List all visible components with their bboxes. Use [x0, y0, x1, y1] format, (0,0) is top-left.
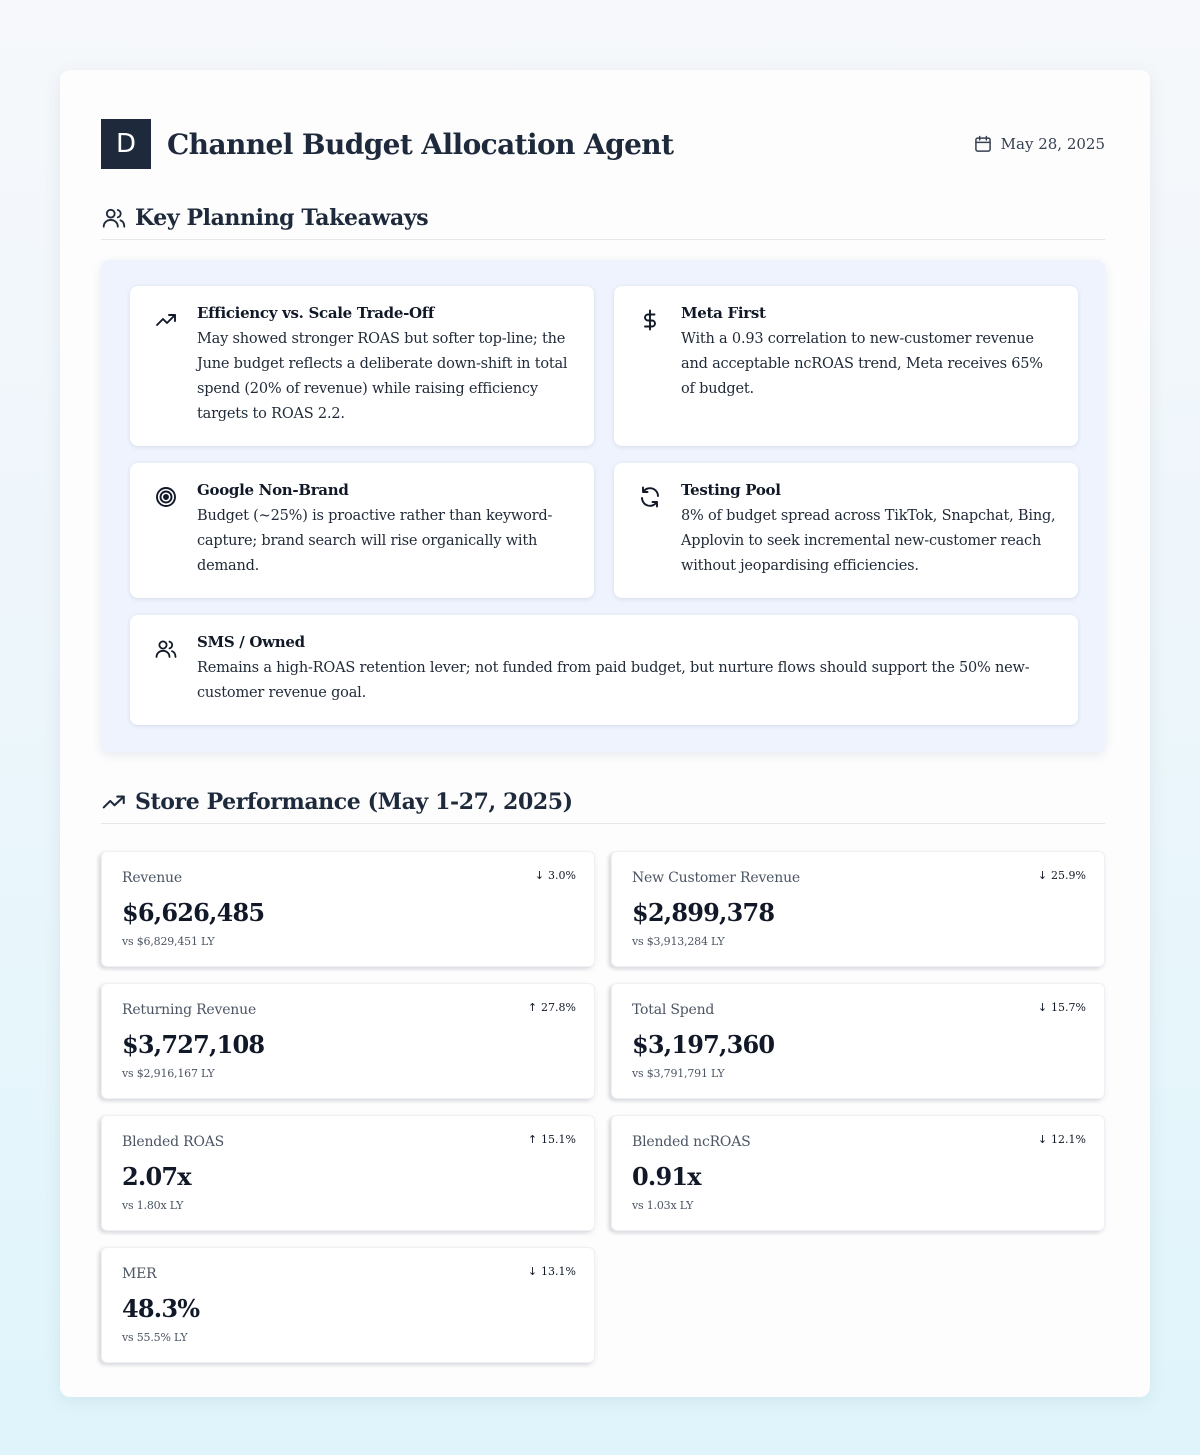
- page-title: Channel Budget Allocation Agent: [167, 127, 674, 161]
- report-card: [60, 70, 1150, 1397]
- metric-label: New Customer Revenue: [632, 870, 800, 886]
- arrow-up-icon: ↑: [527, 1133, 538, 1146]
- arrow-down-icon: ↓: [527, 1265, 538, 1278]
- metric-label: Revenue: [122, 870, 182, 886]
- takeaway-title: SMS / Owned: [197, 633, 305, 651]
- metric-change-value: 15.1%: [541, 1133, 576, 1146]
- takeaway-body: May showed stronger ROAS but softer top-line; the June budget reflects a deliberate down-shift in total spend (20% of revenue) while raising efficiency targets to ROAS 2.2.: [197, 331, 568, 422]
- metric-compare: vs 1.80x LY: [122, 1199, 184, 1212]
- metric-change-value: 13.1%: [541, 1265, 576, 1278]
- arrow-down-icon: ↓: [1037, 869, 1048, 882]
- metric-label: MER: [122, 1266, 157, 1282]
- metric-value: 2.07x: [122, 1162, 191, 1191]
- arrow-down-icon: ↓: [1037, 1001, 1048, 1014]
- metric-card: [101, 851, 595, 967]
- report-date-text: May 28, 2025: [1000, 135, 1105, 153]
- users-icon: [101, 205, 127, 231]
- dollar-icon: [638, 308, 662, 332]
- metric-change: [1038, 869, 1086, 882]
- metric-label: Returning Revenue: [122, 1002, 257, 1018]
- metric-compare: vs $3,913,284 LY: [632, 935, 725, 948]
- metric-value: $6,626,485: [122, 898, 265, 927]
- takeaway-card: [614, 286, 1078, 446]
- takeaway-title: Testing Pool: [681, 481, 781, 499]
- page-header: [101, 119, 1105, 169]
- takeaway-title: Meta First: [681, 304, 766, 322]
- calendar-icon: [973, 134, 993, 154]
- trending-up-icon: [154, 308, 178, 332]
- takeaway-card: [130, 615, 1078, 725]
- arrow-down-icon: ↓: [1037, 1133, 1048, 1146]
- metric-compare: vs 1.03x LY: [632, 1199, 694, 1212]
- metric-value: $2,899,378: [632, 898, 775, 927]
- target-icon: [154, 485, 178, 509]
- metric-compare: vs $2,916,167 LY: [122, 1067, 215, 1080]
- metric-card: [611, 1115, 1105, 1231]
- takeaway-card: [614, 463, 1078, 598]
- performance-title: Store Performance (May 1-27, 2025): [135, 788, 573, 815]
- metric-card: [611, 983, 1105, 1099]
- metric-compare: vs $6,829,451 LY: [122, 935, 215, 948]
- takeaway-body: 8% of budget spread across TikTok, Snapchat, Bing, Applovin to seek incremental new-customer reach without jeopardising efficiencies.: [681, 508, 1056, 574]
- metric-change-value: 15.7%: [1051, 1001, 1086, 1014]
- metric-change: [1038, 1133, 1086, 1146]
- metric-compare: vs $3,791,791 LY: [632, 1067, 725, 1080]
- metric-change: [535, 869, 576, 882]
- arrow-down-icon: ↓: [534, 869, 545, 882]
- metric-card: [611, 851, 1105, 967]
- metric-label: Total Spend: [632, 1002, 715, 1018]
- arrow-up-icon: ↑: [527, 1001, 538, 1014]
- app-logo: D: [101, 119, 151, 169]
- takeaway-card: [130, 286, 594, 446]
- metric-card: [101, 983, 595, 1099]
- takeaway-title: Google Non-Brand: [197, 481, 349, 499]
- takeaways-section-header: [101, 196, 1105, 240]
- performance-section-header: [101, 780, 1105, 824]
- metric-value: $3,197,360: [632, 1030, 775, 1059]
- metric-value: 0.91x: [632, 1162, 701, 1191]
- metric-change-value: 25.9%: [1051, 869, 1086, 882]
- refresh-icon: [638, 485, 662, 509]
- takeaway-card: [130, 463, 594, 598]
- metric-change: [1038, 1001, 1086, 1014]
- trending-up-icon: [101, 789, 127, 815]
- metric-card: [101, 1115, 595, 1231]
- users-icon: [154, 637, 178, 661]
- metric-change: [528, 1001, 576, 1014]
- takeaway-body: Remains a high-ROAS retention lever; not funded from paid budget, but nurture flows should support the 50% new-customer revenue goal.: [197, 660, 1030, 701]
- takeaway-title: Efficiency vs. Scale Trade-Off: [197, 304, 435, 322]
- takeaways-title: Key Planning Takeaways: [135, 204, 429, 231]
- metric-change: [528, 1265, 576, 1278]
- takeaway-body: Budget (~25%) is proactive rather than keyword-capture; brand search will rise organically with demand.: [197, 508, 553, 574]
- takeaway-body: With a 0.93 correlation to new-customer revenue and acceptable ncROAS trend, Meta receives 65% of budget.: [681, 331, 1043, 397]
- metric-compare: vs 55.5% LY: [122, 1331, 188, 1344]
- metric-change-value: 3.0%: [548, 869, 576, 882]
- report-date: [973, 134, 1105, 154]
- metric-card: [101, 1247, 595, 1363]
- brand: [101, 119, 673, 169]
- metric-label: Blended ncROAS: [632, 1134, 751, 1150]
- metric-change-value: 12.1%: [1051, 1133, 1086, 1146]
- metric-change: [528, 1133, 576, 1146]
- metric-value: $3,727,108: [122, 1030, 265, 1059]
- takeaways-panel: [101, 260, 1105, 752]
- metric-label: Blended ROAS: [122, 1134, 225, 1150]
- metric-value: 48.3%: [122, 1294, 200, 1323]
- metric-change-value: 27.8%: [541, 1001, 576, 1014]
